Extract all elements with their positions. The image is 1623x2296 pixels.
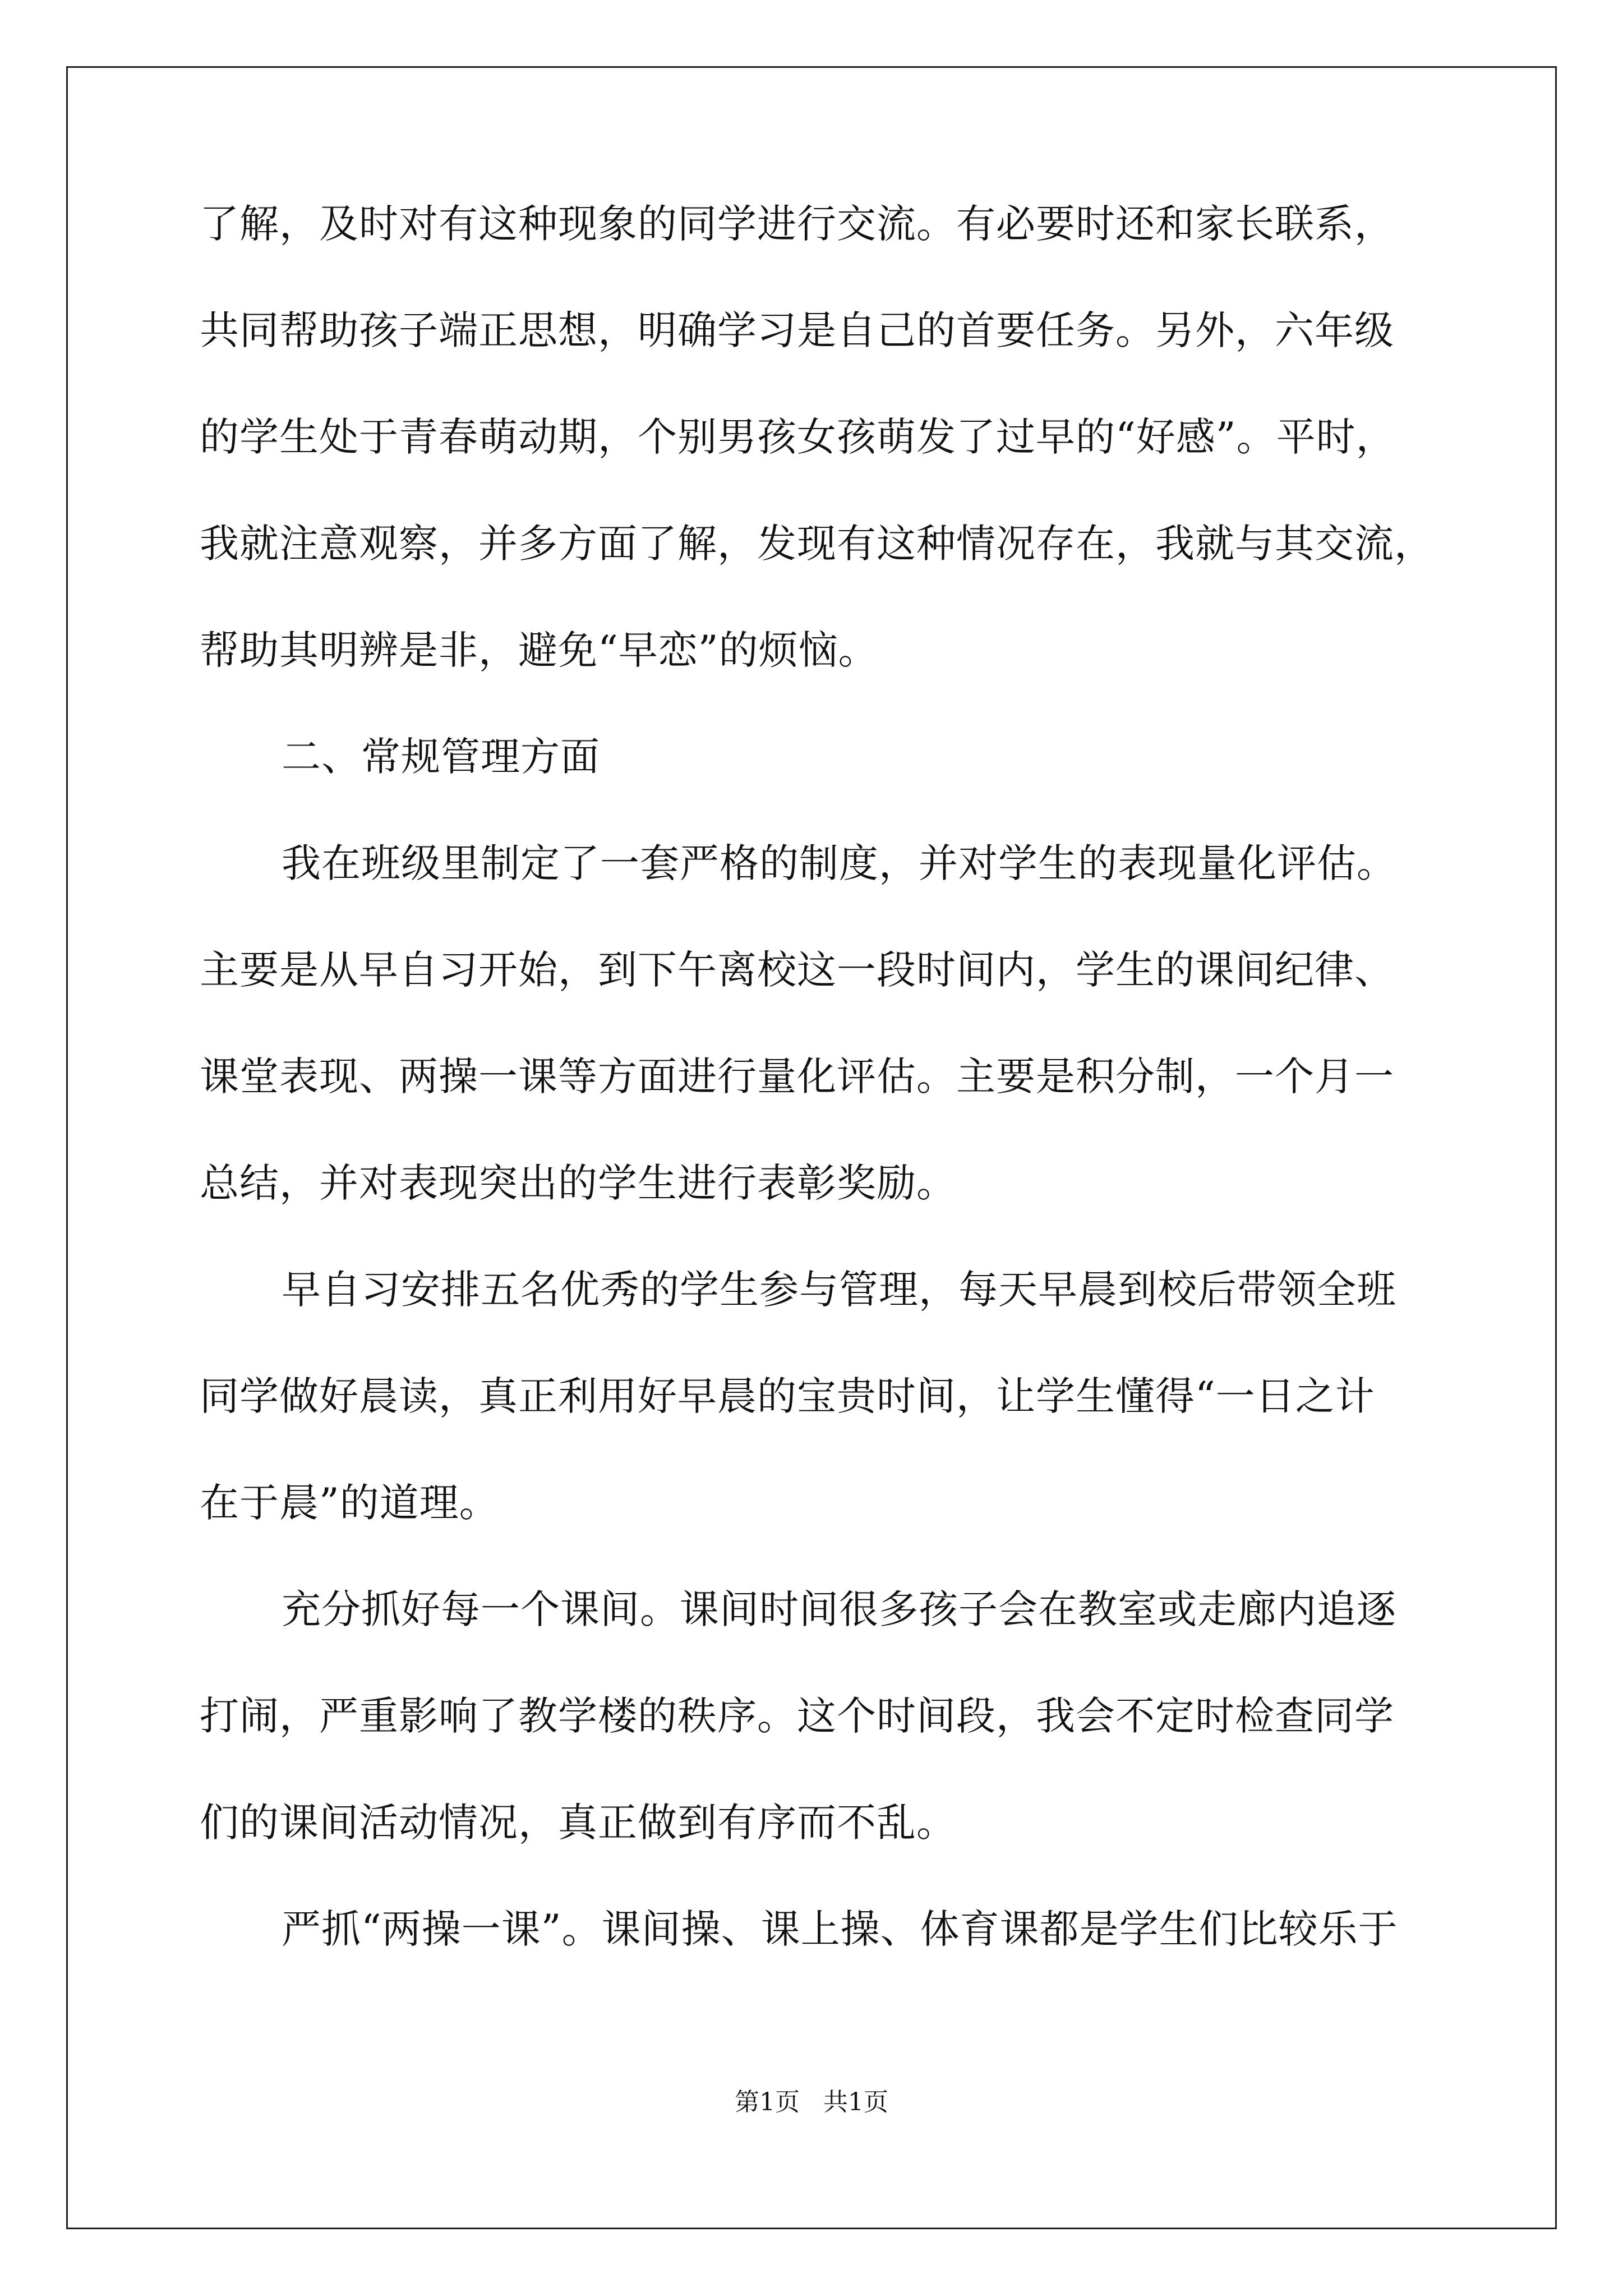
text-line: 总结，并对表现突出的学生进行表彰奖励。 bbox=[200, 1160, 956, 1206]
paragraph-start-line: 严抓“两操一课”。课间操、课上操、体育课都是学生们比较乐于 bbox=[282, 1906, 1398, 1952]
paragraph-start-line: 早自习安排五名优秀的学生参与管理，每天早晨到校后带领全班 bbox=[282, 1267, 1396, 1313]
text-line: 共同帮助孩子端正思想，明确学习是自己的首要任务。另外，六年级 bbox=[200, 307, 1394, 353]
section-heading: 二、常规管理方面 bbox=[282, 734, 600, 780]
text-line: 课堂表现、两操一课等方面进行量化评估。主要是积分制，一个月一 bbox=[200, 1053, 1394, 1099]
text-line: 我就注意观察，并多方面了解，发现有这种情况存在，我就与其交流， bbox=[200, 521, 1434, 567]
text-line: 同学做好晨读，真正利用好早晨的宝贵时间，让学生懂得“一日之计 bbox=[200, 1373, 1375, 1419]
text-line: 打闹，严重影响了教学楼的秩序。这个时间段，我会不定时检查同学 bbox=[200, 1693, 1394, 1739]
text-line: 在于晨”的道理。 bbox=[200, 1480, 499, 1526]
text-line: 主要是从早自习开始，到下午离校这一段时间内，学生的课间纪律、 bbox=[200, 947, 1394, 993]
text-line: 了解，及时对有这种现象的同学进行交流。有必要时还和家长联系， bbox=[200, 201, 1394, 247]
paragraph-start-line: 充分抓好每一个课间。课间时间很多孩子会在教室或走廊内追逐 bbox=[282, 1586, 1396, 1632]
page-footer: 第1页 共1页 bbox=[735, 2088, 888, 2116]
text-line: 们的课间活动情况，真正做到有序而不乱。 bbox=[200, 1800, 956, 1846]
text-line: 的学生处于青春萌动期，个别男孩女孩萌发了过早的“好感”。平时， bbox=[200, 414, 1396, 460]
paragraph-start-line: 我在班级里制定了一套严格的制度，并对学生的表现量化评估。 bbox=[282, 840, 1396, 886]
document-body bbox=[200, 171, 1450, 1982]
text-line: 帮助其明辨是非，避免“早恋”的烦恼。 bbox=[200, 627, 878, 673]
